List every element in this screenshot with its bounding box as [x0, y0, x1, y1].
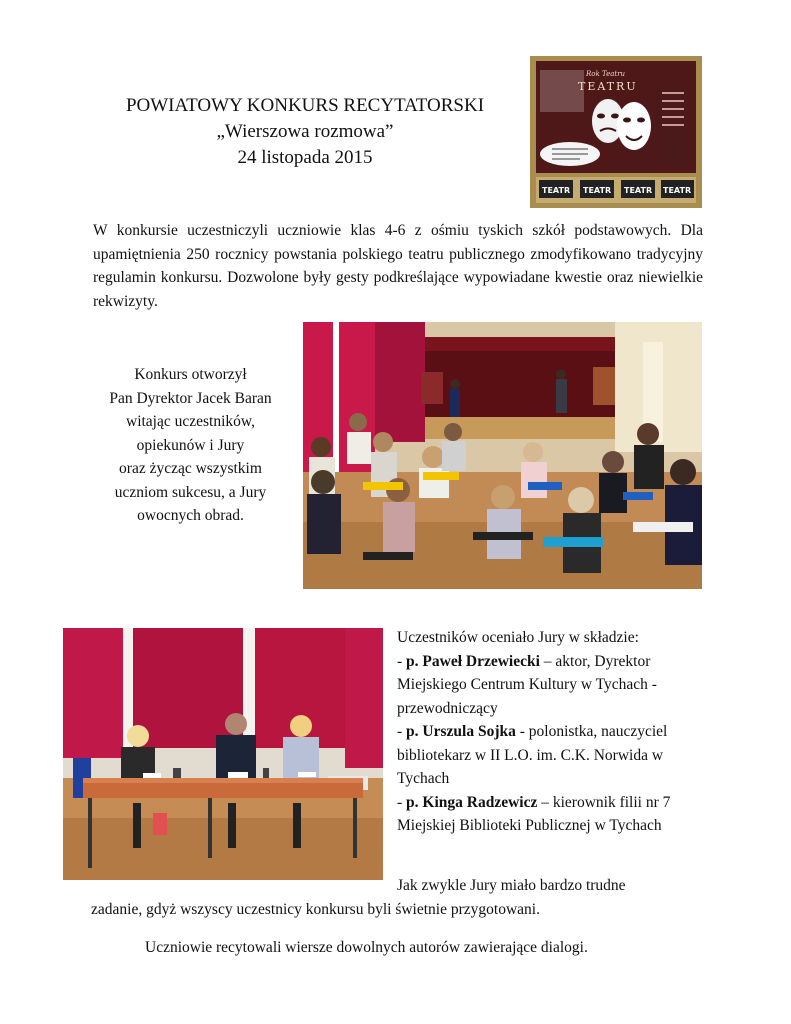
- poster-word: TEATRU: [578, 80, 638, 93]
- jury-member-line: bibliotekarz w II L.O. im. C.K. Norwida w: [397, 746, 664, 764]
- opening-line: oraz życząc wszystkim: [119, 460, 262, 477]
- opening-text: [88, 363, 293, 528]
- opening-line: witając uczestników,: [126, 413, 255, 430]
- opening-line: Pan Dyrektor Jacek Baran: [109, 389, 272, 407]
- jury-member-line: przewodniczący: [397, 699, 498, 717]
- page-title: POWIATOWY KONKURS RECYTATORSKI: [125, 95, 485, 116]
- jury-member-2: - p. Urszula Sojka - polonistka, nauczyciel: [397, 723, 668, 740]
- jury-member-line: Miejskiego Centrum Kultury w Tychach -: [397, 676, 657, 693]
- poster-tile-3: TEATR: [624, 186, 653, 195]
- theatre-poster-photo: [530, 56, 702, 208]
- poster-tile-4: TEATR: [663, 186, 692, 195]
- jury-member-name: p. Paweł Drzewiecki: [406, 652, 540, 670]
- intro-text: W konkursie uczestniczyli uczniowie klas 4-6 z ośmiu tyskich szkół podstawowych. Dla upamiętnienia 250 rocznicy powstania polskiego teatru publicznego zmodyfikowano tradycyjny regulamin konkursu. Dozwolone były gesty podkreślające wypowiadane kwestie oraz niewielkie rekwizyty.: [93, 222, 703, 310]
- jury-member-1: - p. Paweł Drzewiecki – aktor, Dyrektor: [397, 652, 651, 670]
- poster-tile-2: TEATR: [583, 186, 612, 195]
- jury-member-name: p. Kinga Radzewicz: [406, 793, 538, 811]
- opening-line: opiekunów i Jury: [136, 436, 245, 454]
- event-date: 24 listopada 2015: [237, 147, 373, 168]
- jury-member-line: Miejskiej Biblioteki Publicznej w Tychach: [397, 817, 662, 834]
- closing-line-1: Jak zwykle Jury miało bardzo trudne: [397, 877, 626, 894]
- jury-section: [397, 626, 737, 838]
- jury-member-3: - p. Kinga Radzewicz – kierownik filii nr 7: [397, 793, 671, 811]
- auditorium-photo: [303, 322, 702, 589]
- intro-paragraph: [93, 219, 703, 313]
- svg-text:Rok Teatru: Rok Teatru: [586, 70, 626, 78]
- jury-intro: Uczestników oceniało Jury w składzie:: [397, 629, 639, 646]
- opening-line: Konkurs otworzył: [134, 366, 247, 383]
- closing-line-2: zadanie, gdyż wszyscy uczestnicy konkursu byli świetnie przygotowani.: [91, 901, 540, 918]
- opening-line: uczniom sukcesu, a Jury: [114, 483, 267, 501]
- poster-tile-1: TEATR: [542, 186, 571, 195]
- jury-member-line: Tychach: [397, 770, 450, 787]
- page-subtitle: „Wierszowa rozmowa”: [216, 121, 394, 142]
- closing-line-3: Uczniowie recytowali wiersze dowolnych autorów zawierające dialogi.: [145, 939, 588, 956]
- opening-line: owocnych obrad.: [137, 507, 244, 524]
- header: [95, 93, 515, 171]
- jury-photo: [63, 628, 383, 880]
- jury-member-name: p. Urszula Sojka: [406, 723, 516, 740]
